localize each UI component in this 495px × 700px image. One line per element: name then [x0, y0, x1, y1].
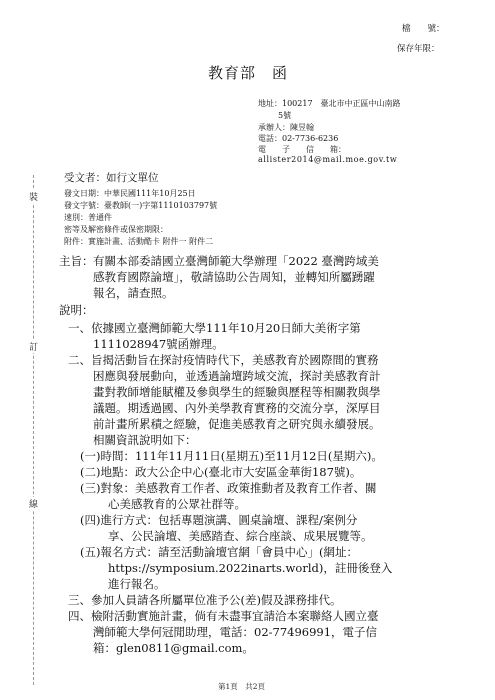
item-5-line-1: (五)報名方式：請至活動論壇官網「會員中心」(網址：: [80, 545, 358, 559]
sender-email: allister2014@mail.moe.gov.tw: [258, 155, 398, 164]
point-2-line-1: 二、旨揭活動旨在探討疫情時代下，美感教育於國際間的實務: [68, 353, 379, 367]
sender-address-line1: 地址：100217 臺北市中正區中山南路: [258, 99, 401, 108]
item-3-line-1: (三)對象：美感教育工作者、政策推動者及教育工作者、關: [80, 481, 377, 495]
sender-phone: 電話：02-7736-6236: [258, 134, 339, 143]
issue-date: 發文日期：中華民國111年10月25日: [64, 189, 196, 198]
item-5-line-3: 進行報名。: [108, 577, 166, 591]
issue-number: 發文字號：臺教師(一)字第1110103797號: [64, 201, 218, 210]
point-4-line-3: 箱：glen0811@gmail.com。: [93, 641, 254, 655]
point-2-line-5: 前計畫所累積之經驗，促進美感教育之研究與永續發展。: [93, 417, 381, 431]
point-2-line-2: 困應與發展動向，並透過論壇跨域交流，探討美感教育計: [93, 369, 381, 383]
secrecy-level: 密等及解密條件或保密期限：: [64, 225, 168, 234]
point-1-line-2: 1111028947號函辦理。: [93, 337, 224, 351]
sender-handler: 承辦人：陳昱翰: [258, 123, 314, 132]
item-1-time: (一)時間：111年11月11日(星期五)至11月12日(星期六)。: [80, 449, 383, 463]
subject-line-3: 報名，請查照。: [93, 286, 174, 300]
page-number: 第1頁 共2頁: [218, 682, 266, 691]
document-title: 教育部 函: [208, 64, 289, 82]
explanation-label: 說明：: [59, 303, 94, 317]
archive-number-label: 檔 號：: [402, 24, 445, 34]
subject-line-2: 感教育國際論壇」，敬請協助公告周知，並轉知所屬踴躍: [93, 270, 375, 284]
item-5-line-2: https://symposium.2022inarts.world)，註冊後登入: [108, 561, 393, 575]
recipient: 受文者：如行文單位: [64, 172, 159, 184]
delivery-speed: 速別：普通件: [64, 213, 112, 222]
subject-line-1: 有關本部委請國立臺灣師範大學辦理「2022 臺灣跨域美: [93, 254, 379, 268]
attachments: 附件：實施計畫、活動酷卡 附件一 附件二: [64, 237, 214, 246]
point-2-line-6: 相關資訊說明如下：: [93, 433, 197, 447]
binding-mark-xian: 線: [29, 497, 38, 510]
point-3: 三、參加人員請各所屬單位准予公(差)假及課務排代。: [68, 593, 342, 607]
point-2-line-4: 議題。期透過國、內外美學教育實務的交流分享，深厚目: [93, 401, 381, 415]
retention-period-label: 保存年限：: [397, 44, 440, 54]
item-4-line-1: (四)進行方式：包括專題演講、圓桌論壇、課程/案例分: [80, 513, 358, 527]
sender-email-label: 電 子 信 箱：: [258, 145, 346, 154]
subject-label: 主旨：: [59, 254, 94, 268]
binding-line: [33, 175, 34, 685]
point-2-line-3: 畫對教師增能賦權及參與學生的經驗與歷程等相關教與學: [93, 385, 381, 399]
point-4-line-2: 灣師範大學何冠閒助理，電話：02-77496991，電子信: [93, 625, 378, 639]
item-4-line-2: 享、公民論壇、美感踏查、綜合座談、成果展覽等。: [108, 529, 373, 543]
binding-mark-zhuang: 裝: [29, 190, 38, 203]
sender-address-line2: 5號: [278, 111, 292, 120]
point-1-line-1: 一、依據國立臺灣師範大學111年10月20日師大美術字第: [68, 321, 361, 335]
binding-mark-ding: 訂: [29, 340, 38, 353]
point-4-line-1: 四、檢附活動實施計畫，倘有未盡事宜請洽本案聯絡人國立臺: [68, 609, 379, 623]
item-3-line-2: 心美感教育的公眾社群等。: [108, 497, 246, 511]
item-2-location: (二)地點：政大公企中心(臺北市大安區金華街187號)。: [80, 465, 362, 479]
